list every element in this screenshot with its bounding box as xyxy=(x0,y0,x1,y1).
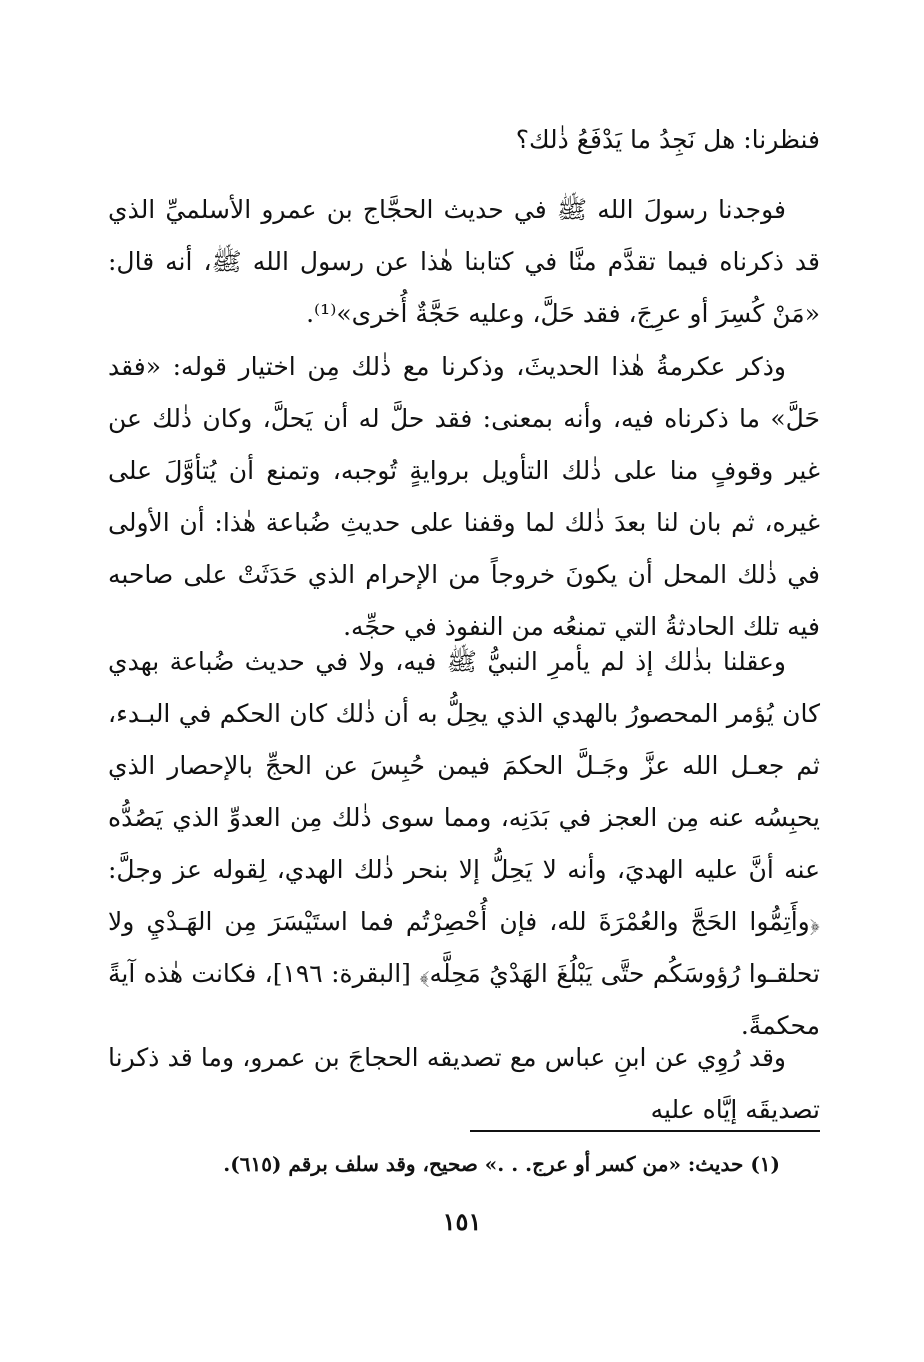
paragraph-5: وقد رُوِي عن ابنِ عباس مع تصديقه الحجاجَ بن عمرو، وما قد ذكرنا تصديقَه إيَّاه عليه xyxy=(108,1043,820,1124)
footnote: (١) حديث: «من كسر أو عرج. . .» صحيح، وقد سلف برقم (٦١٥). xyxy=(223,1152,780,1176)
body-text-4 xyxy=(108,636,820,1052)
footnote-divider xyxy=(470,1130,820,1132)
body-text xyxy=(108,114,820,166)
paragraph-3: وذكر عكرمةُ هٰذا الحديثَ، وذكرنا مع ذٰلك مِن اختيار قوله: «فقد حَلَّ» ما ذكرناه فيه، وأنه بمعنى: فقد حلَّ له أن يَحلَّ، وكان ذٰلك عن غير وقوفٍ منا على ذٰلك التأويل بروايةٍ تُوجبه، وتمنع أن يُتأوَّلَ على غيره، ثم بان لنا بعدَ ذٰلك لما وقفنا على حديثِ ضُباعة هٰذا: أن الأولى في ذٰلك المحل أن يكونَ خروجاً من الإحرام الذي حَدَثَتْ على صاحبه فيه تلك الحادثةُ التي تمنعُه من النفوذ في حجِّه. xyxy=(108,352,820,641)
paragraph-1: فنظرنا: هل نَجِدُ ما يَدْفَعُ ذٰلك؟ xyxy=(515,125,820,154)
page-number: ١٥١ xyxy=(442,1207,482,1236)
paragraph-2: فوجدنا رسولَ الله ﷺ في حديث الحجَّاج بن عمرو الأسلميِّ الذي قد ذكرناه فيما تقدَّم منَّا في كتابنا هٰذا عن رسول الله ﷺ، أنه قال: «مَنْ كُسِرَ أو عرِجَ، فقد حَلَّ، وعليه حَجَّةٌ أُخرى»⁽¹⁾. xyxy=(108,195,820,328)
body-text-3 xyxy=(108,341,820,653)
body-text-2 xyxy=(108,184,820,340)
paragraph-4: وعقلنا بذٰلك إذ لم يأمرِ النبيُّ ﷺ فيه، ولا في حديث ضُباعة بهدي كان يُؤمر المحصورُ بالهدي الذي يحِلُّ به أن ذٰلك كان الحكم في البـدء، ثم جعـل الله عزَّ وجَـلَّ الحكمَ فيمن حُبِسَ عن الحجِّ بالإحصار الذي يحبِسُه عنه مِن العجز في بَدَنِه، ومما سوى ذٰلك مِن العدوِّ الذي يَصُدُّه عنه أنَّ عليه الهديَ، وأنه لا يَحِلُّ إلا بنحر ذٰلك الهدي، لِقوله عز وجلَّ: ﴿وأَتِمُّوا الحَجَّ والعُمْرَةَ لله، فإن أُحْصِرْتُم فما استَيْسَرَ مِن الهَـدْيِ ولا تحلقـوا رُؤوسَكُم حتَّى يَبْلُغَ الهَدْيُ مَحِلَّه﴾ [البقرة: ١٩٦]، فكانت هٰذه آيةً محكمةً. xyxy=(108,647,820,1040)
body-text-5 xyxy=(108,1032,820,1136)
